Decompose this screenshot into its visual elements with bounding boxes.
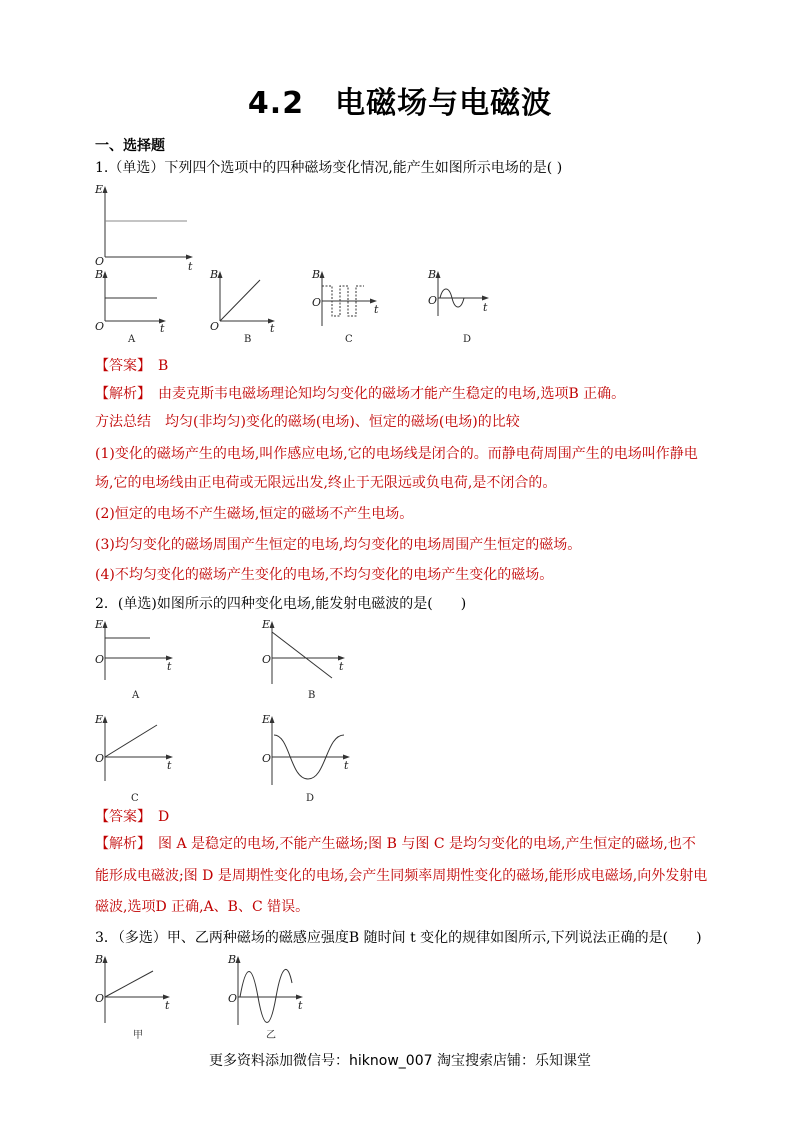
q1-main-x-label: t [188,260,193,273]
q2-answer-value: D [158,809,170,825]
q1a-caption: A [128,334,136,345]
q2a-x-label: t [167,660,172,673]
q1-option-b-figure [210,268,290,348]
q2-answer-tag: 【答案】 [95,809,144,825]
q1d-caption: D [463,334,472,345]
q1-point-1b: 场,它的电场线由正电荷或无限远出发,终止于无限远或负电荷,是不闭合的。 [95,475,557,491]
q3a-y-label: B [95,953,104,966]
q1c-y-label: B [312,268,321,281]
q3b-x-label: t [298,999,303,1012]
q2-stem: 2．(单选)如图所示的四种变化电场,能发射电磁波的是( ) [95,596,467,612]
q2c-origin: O [95,752,105,765]
q1-answer [95,356,710,376]
q1-analysis [95,384,710,404]
q1a-origin: O [95,320,105,333]
q2d-origin: O [262,752,272,765]
q3-stem: 3．（多选）甲、乙两种磁场的磁感应强度B 随时间 t 变化的规律如图所示,下列说法正确的是( ) [95,930,702,946]
q1b-caption: B [244,334,252,345]
q1-answer-value: B [158,358,169,374]
q1a-y-label: B [95,268,104,281]
q3a-x-label: t [165,999,170,1012]
q2c-x-label: t [167,759,172,772]
q1c-origin: O [312,296,322,309]
q2c-caption: C [131,793,139,804]
q1-main-y-label: E [95,183,104,196]
q3a-caption: 甲 [133,1030,143,1041]
q2-option-c-figure [95,713,185,805]
q2a-caption: A [132,690,140,701]
q1-analysis-tag: 【解析】 [95,386,144,402]
q1b-origin: O [210,320,220,333]
q2-option-d-figure [262,713,362,805]
q1-summary-title: 方法总结 均匀(非均匀)变化的磁场(电场)、恒定的磁场(电场)的比较 [95,414,520,430]
q2-analysis [95,834,710,854]
q1-point-2: (2)恒定的电场不产生磁场,恒定的磁场不产生电场。 [95,506,414,522]
q1-point-3: (3)均匀变化的磁场周围产生恒定的电场,均匀变化的电场周围产生恒定的磁场。 [95,537,582,553]
q2b-y-label: E [262,618,271,631]
page-title: 4.2 电磁场与电磁波 [247,86,553,121]
q1-main-figure [95,183,205,273]
q1c-x-label: t [374,303,379,316]
q2-analysis-tag: 【解析】 [95,836,144,852]
q2d-caption: D [306,793,315,804]
q1-point-4: (4)不均匀变化的磁场产生变化的电场,不均匀变化的电场产生变化的磁场。 [95,567,554,583]
footer-note: 更多资料添加微信号：hiknow_007 淘宝搜索店铺：乐知课堂 [209,1053,591,1069]
q1d-x-label: t [483,301,488,314]
q1c-caption: C [345,334,353,345]
q3a-origin: O [95,992,105,1005]
q2-analysis-line-2: 能形成电磁波;图 D 是周期性变化的电场,会产生同频率周期性变化的磁场,能形成电磁场,向外发射电 [95,868,708,884]
q1-option-c-figure [312,268,392,348]
q1a-x-label: t [160,322,165,335]
q2-analysis-line-1: 图 A 是稳定的电场,不能产生磁场;图 B 与图 C 是均匀变化的电场,产生恒定的磁场,也不 [158,836,696,852]
q2b-x-label: t [339,660,344,673]
q1b-x-label: t [270,322,275,335]
q1b-y-label: B [210,268,219,281]
section-heading: 一、选择题 [95,138,165,154]
q1-analysis-text: 由麦克斯韦电磁场理论知均匀变化的磁场才能产生稳定的电场,选项B 正确。 [158,386,626,402]
q2c-y-label: E [95,713,104,726]
q1-option-a-figure [95,268,175,348]
q2-answer [95,807,710,827]
q2a-origin: O [95,653,105,666]
q3-option-jia-figure [95,953,185,1043]
q1-option-d-figure [428,268,508,348]
q2b-origin: O [262,653,272,666]
q1-answer-tag: 【答案】 [95,358,144,374]
q1-stem: 1.（单选）下列四个选项中的四种磁场变化情况,能产生如图所示电场的是( ) [95,160,563,176]
q1-main-origin: O [95,255,105,268]
q1d-origin: O [428,294,438,307]
q2d-y-label: E [262,713,271,726]
q2-option-a-figure [95,618,185,703]
q3-option-yi-figure [228,953,318,1043]
q2-option-b-figure [262,618,362,703]
q1d-y-label: B [428,268,437,281]
q3b-y-label: B [228,953,237,966]
q2-analysis-line-3: 磁波,选项D 正确,A、B、C 错误。 [95,899,310,915]
q3b-origin: O [228,992,238,1005]
q2d-x-label: t [344,759,349,772]
q2b-caption: B [308,690,316,701]
q3b-caption: 乙 [266,1030,276,1041]
q2a-y-label: E [95,618,104,631]
q1-point-1a: (1)变化的磁场产生的电场,叫作感应电场,它的电场线是闭合的。而静电荷周围产生的电场叫作静电 [95,446,698,462]
